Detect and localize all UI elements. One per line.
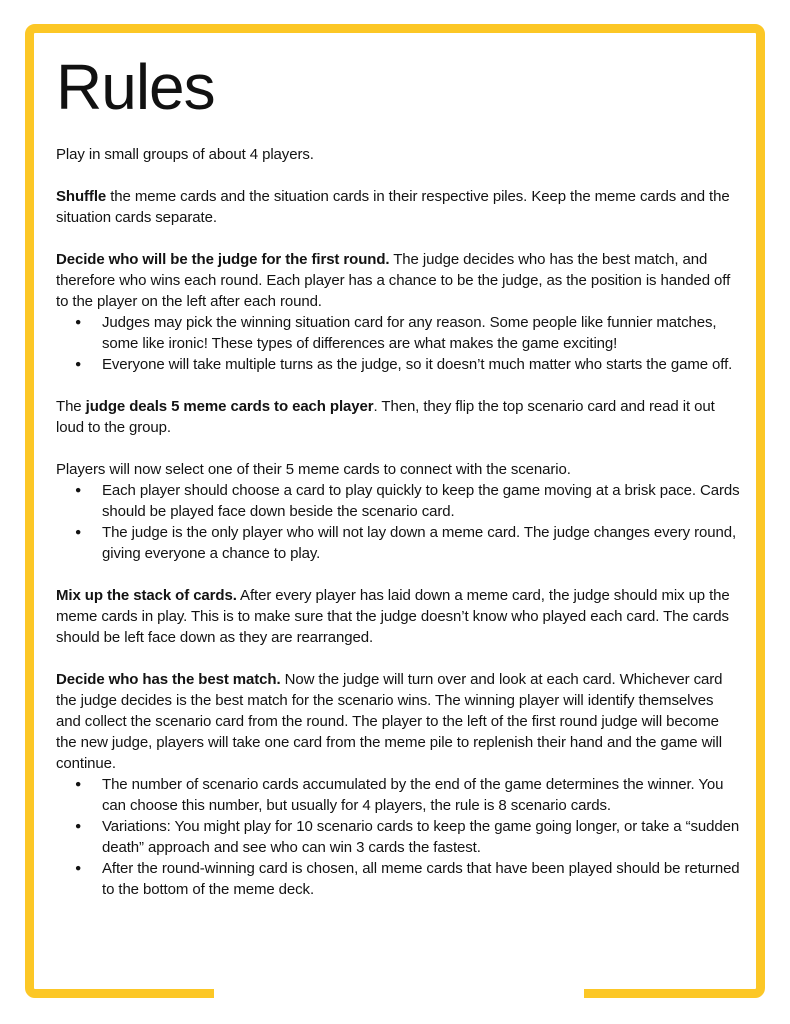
text-run: Variations: You might play for 10 scenario cards to keep the game going longer, or take a “sudden death” approach and see who can win 3 cards the fastest. — [102, 818, 740, 856]
bullet-list — [56, 312, 741, 375]
bullet-item — [56, 522, 741, 564]
paragraph — [56, 396, 741, 438]
page-title: Rules — [56, 51, 215, 123]
text-run: The judge decides who has the best match, and therefore who wins each round. Each player has a chance to be the judge, as the position is handed off to the player on the left after each round. — [56, 251, 731, 310]
text-run-bold: Decide who will be the judge for the first round. — [56, 251, 390, 268]
text-run: The number of scenario cards accumulated by the end of the game determines the winner. You can choose this number, but usually for 4 players, the rule is 8 scenario cards. — [102, 776, 724, 814]
bullet-item — [56, 816, 741, 858]
border-bottom-gap — [214, 986, 584, 1002]
text-run-bold: Shuffle — [56, 188, 107, 205]
document-content — [56, 48, 741, 900]
paragraph — [56, 144, 741, 165]
text-run: The — [56, 398, 86, 415]
text-run: Players will now select one of their 5 meme cards to connect with the scenario. — [56, 461, 571, 478]
text-run: Everyone will take multiple turns as the judge, so it doesn’t much matter who starts the game off. — [102, 356, 733, 373]
paragraph — [56, 669, 741, 774]
text-run-bold: Mix up the stack of cards. — [56, 587, 237, 604]
text-run: After every player has laid down a meme card, the judge should mix up the meme cards in play. This is to make sure that the judge doesn’t know who played each card. The cards should be left face down as they are rearranged. — [56, 587, 730, 646]
bullet-list — [56, 774, 741, 900]
paragraph — [56, 459, 741, 480]
text-run: Each player should choose a card to play quickly to keep the game moving at a brisk pace. Cards should be played face down beside the scenario card. — [102, 482, 740, 520]
text-run: Now the judge will turn over and look at each card. Whichever card the judge decides is the best match for the scenario wins. The winning player will identify themselves and collect the scenario card from the round. The player to the left of the first round judge will become the new judge, players will take one card from the meme pile to replenish their hand and the game will continue. — [56, 671, 723, 772]
text-run-bold: judge deals 5 meme cards to each player — [85, 398, 374, 415]
text-run: Judges may pick the winning situation card for any reason. Some people like funnier matches, some like ironic! These types of differences are what makes the game exciting! — [102, 314, 717, 352]
paragraph — [56, 186, 741, 228]
bullet-item — [56, 312, 741, 354]
text-run: Play in small groups of about 4 players. — [56, 146, 314, 163]
bullet-item — [56, 354, 741, 375]
bullet-item — [56, 480, 741, 522]
text-run: The judge is the only player who will not lay down a meme card. The judge changes every round, giving everyone a chance to play. — [102, 524, 737, 562]
bullet-item — [56, 774, 741, 816]
paragraph — [56, 249, 741, 312]
text-run: . Then, they flip the top scenario card and read it out loud to the group. — [56, 398, 715, 436]
text-run: the meme cards and the situation cards in their respective piles. Keep the meme cards and the situation cards separate. — [56, 188, 730, 226]
text-run: After the round-winning card is chosen, all meme cards that have been played should be returned to the bottom of the meme deck. — [102, 860, 740, 898]
bullet-item — [56, 858, 741, 900]
paragraph — [56, 585, 741, 648]
text-run-bold: Decide who has the best match. — [56, 671, 281, 688]
document-body — [56, 144, 741, 900]
bullet-list — [56, 480, 741, 564]
